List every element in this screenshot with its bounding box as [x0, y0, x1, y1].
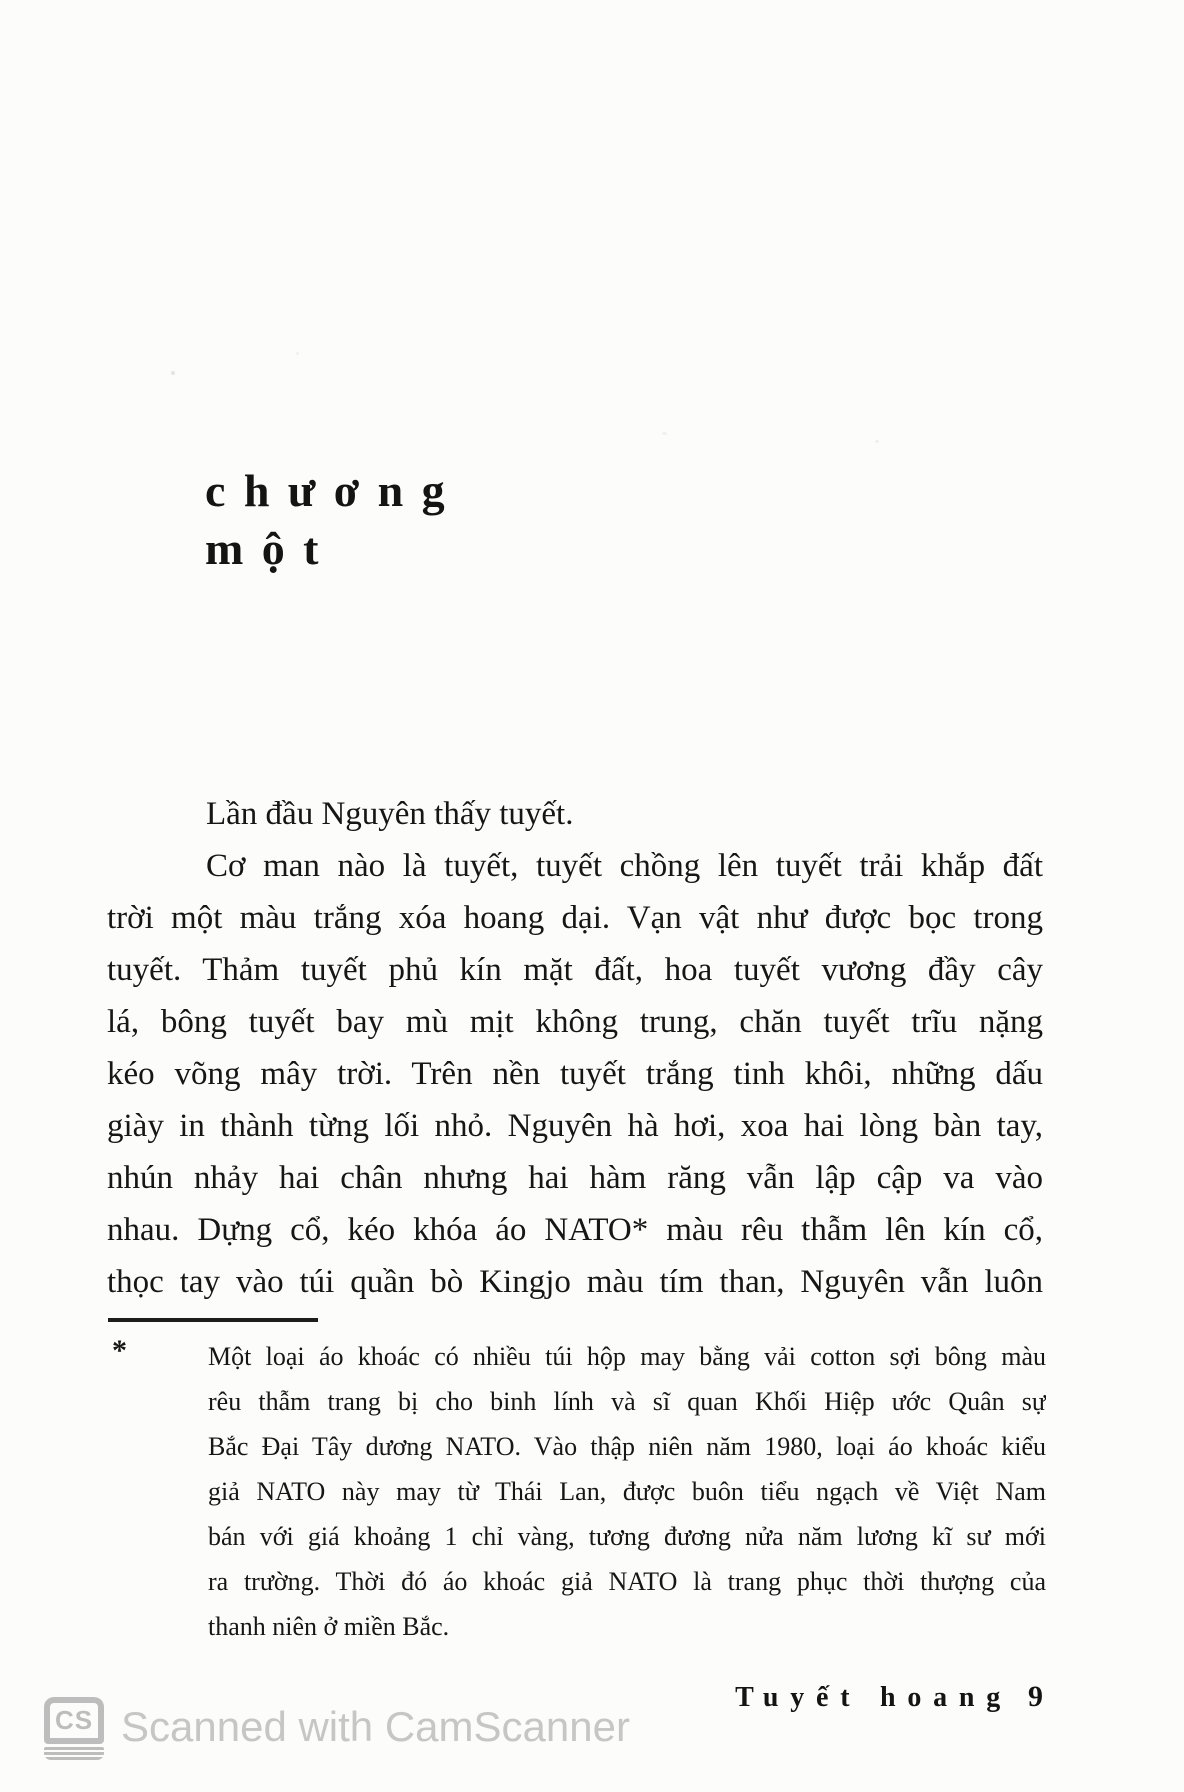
footnote-line: giả NATO này may từ Thái Lan, được buôn tiểu ngạch về Việt Nam	[208, 1477, 1046, 1506]
scan-speck	[296, 352, 299, 355]
body-text-line: lá, bông tuyết bay mù mịt không trung, chăn tuyết trĩu nặng	[107, 1004, 1043, 1040]
page-footer	[735, 1680, 1043, 1714]
footnote-line: rêu thẫm trang bị cho binh lính và sĩ quan Khối Hiệp ước Quân sự	[208, 1387, 1046, 1416]
footnote-line: ra trường. Thời đó áo khoác giả NATO là trang phục thời thượng của	[208, 1567, 1046, 1596]
running-book-title: Tuyết hoang	[735, 1682, 1012, 1713]
chapter-heading-number: một	[205, 523, 337, 574]
body-text-line: nhau. Dựng cổ, kéo khóa áo NATO* màu rêu thẫm lên kín cổ,	[107, 1212, 1043, 1248]
body-text-line: tuyết. Thảm tuyết phủ kín mặt đất, hoa tuyết vương đầy cây	[107, 952, 1043, 988]
camscanner-logo-icon	[44, 1697, 104, 1760]
body-text-line: nhún nhảy hai chân nhưng hai hàm răng vẫn lập cập va vào	[107, 1160, 1043, 1196]
watermark-text: Scanned with CamScanner	[121, 1703, 630, 1750]
body-text-line: kéo võng mây trời. Trên nền tuyết trắng tinh khôi, những dấu	[107, 1056, 1043, 1092]
footnote-block	[208, 1334, 1046, 1649]
footnote-line: bán với giá khoảng 1 chỉ vàng, tương đương nửa năm lương kĩ sư mới	[208, 1522, 1046, 1551]
camscanner-watermark	[44, 1697, 630, 1760]
body-text-line: giày in thành từng lối nhỏ. Nguyên hà hơi, xoa hai lòng bàn tay,	[107, 1108, 1043, 1144]
body-text-line: Cơ man nào là tuyết, tuyết chồng lên tuyết trải khắp đất	[206, 848, 1043, 884]
body-text-line: thọc tay vào túi quần bò Kingjo màu tím than, Nguyên vẫn luôn	[107, 1264, 1043, 1300]
chapter-heading-word: chương	[205, 465, 464, 516]
footnote-line: thanh niên ở miền Bắc.	[208, 1612, 450, 1641]
scan-speck	[171, 371, 175, 375]
page-number: 9	[1028, 1680, 1043, 1713]
scan-speck	[875, 440, 879, 443]
footnote-line: Bắc Đại Tây dương NATO. Vào thập niên năm 1980, loại áo khoác kiểu	[208, 1432, 1046, 1461]
body-text-line: Lần đầu Nguyên thấy tuyết.	[206, 796, 574, 832]
chapter-heading	[205, 462, 463, 578]
cs-logo-base-stripes	[44, 1747, 104, 1760]
footnote-line: Một loại áo khoác có nhiều túi hộp may bằng vải cotton sợi bông màu	[208, 1342, 1046, 1371]
scan-speck	[662, 432, 667, 435]
footnote-separator-rule	[108, 1318, 318, 1322]
cs-logo-text: CS	[44, 1697, 104, 1744]
body-text-line: trời một màu trắng xóa hoang dại. Vạn vật như được bọc trong	[107, 900, 1043, 936]
footnote-asterisk-marker: *	[112, 1334, 127, 1367]
body-text-block	[107, 788, 1043, 1308]
